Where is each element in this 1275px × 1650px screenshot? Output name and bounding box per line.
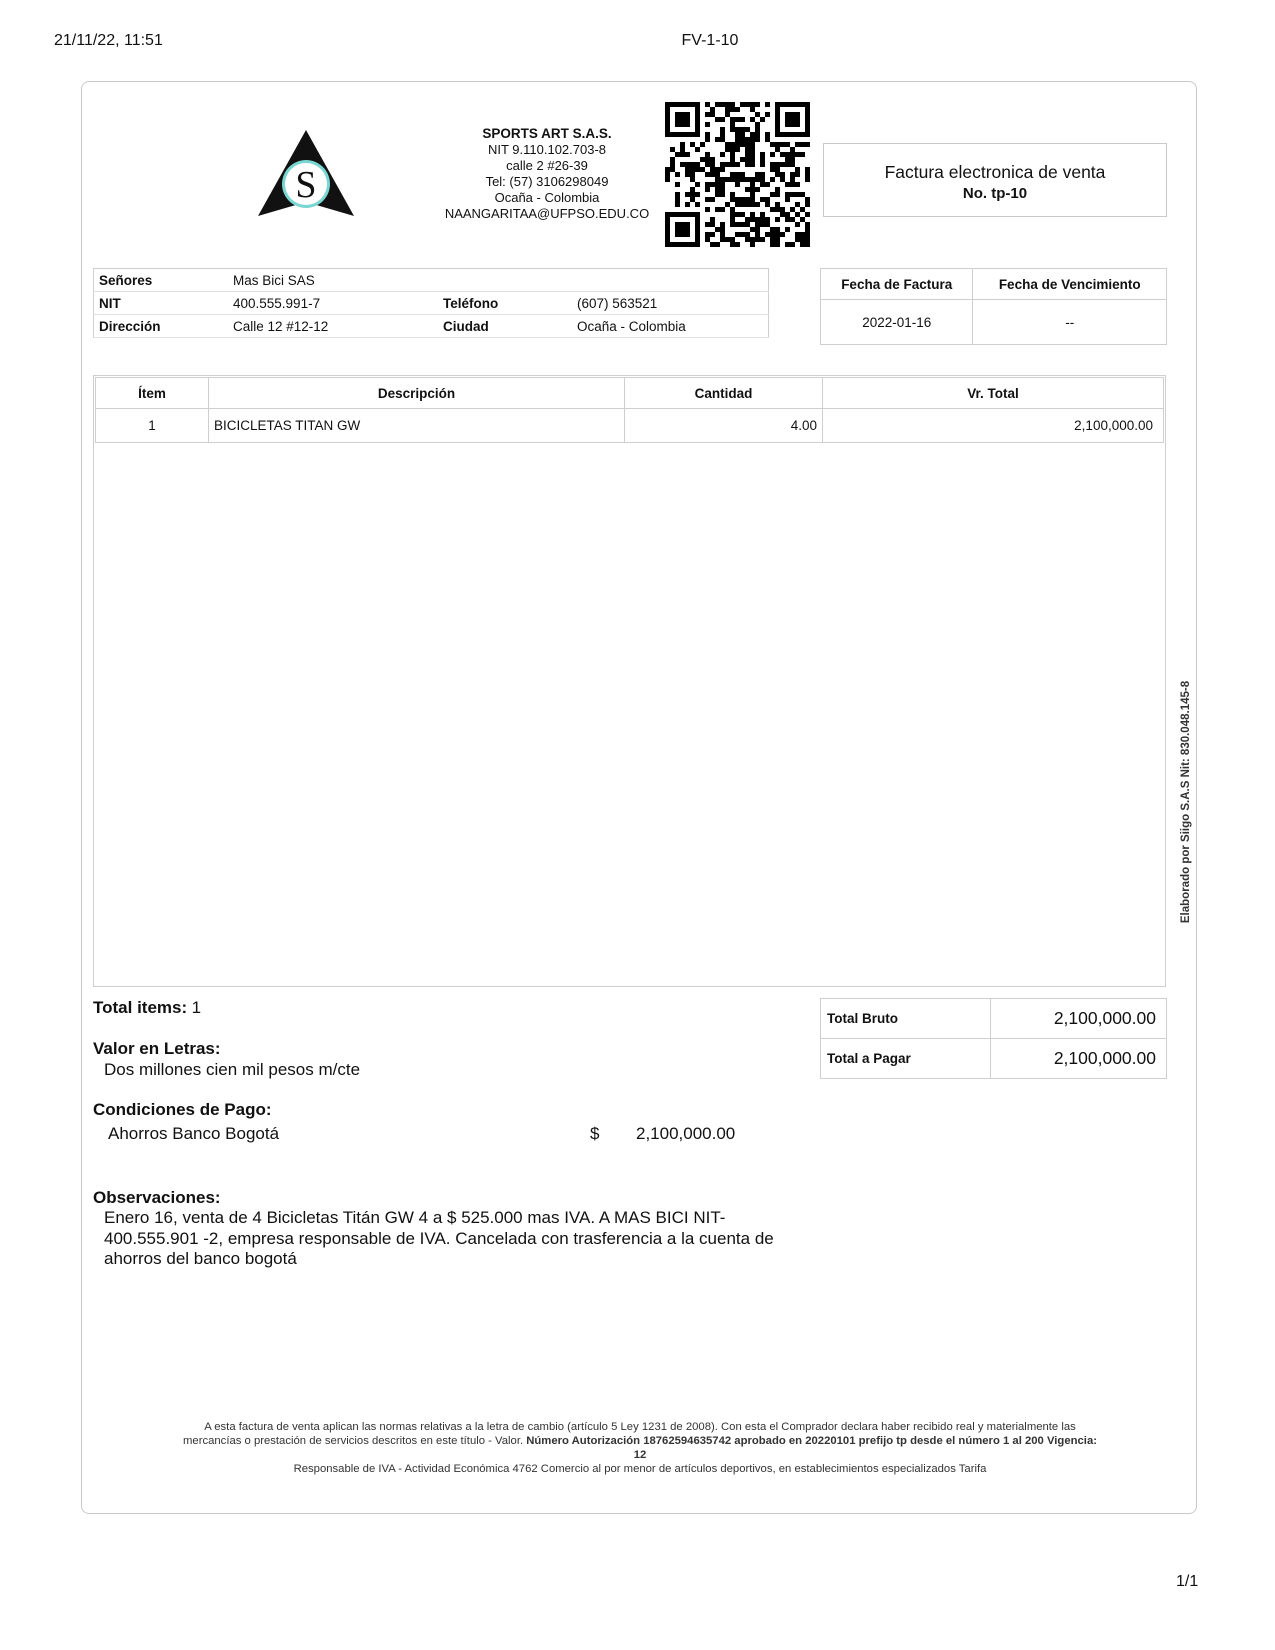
payment-currency: $ <box>590 1124 600 1143</box>
authorization-text: Número Autorización 18762594635742 aprobado en 20220101 prefijo tp desde el número 1 al 200 Vigencia: <box>526 1435 1097 1447</box>
col-item: Ítem <box>96 378 209 409</box>
print-datetime: 21/11/22, 11:51 <box>54 32 163 49</box>
col-vr-total: Vr. Total <box>823 378 1164 409</box>
company-nit: NIT 9.110.102.703-8 <box>487 142 607 157</box>
fecha-vencimiento-label: Fecha de Vencimiento <box>973 269 1167 300</box>
nit-label: NIT <box>94 292 229 315</box>
print-doc-title: FV-1-10 <box>681 32 739 49</box>
total-pagar-label: Total a Pagar <box>821 1039 991 1079</box>
col-cantidad: Cantidad <box>625 378 823 409</box>
item-description: BICICLETAS TITAN GW <box>209 409 625 443</box>
payment-method: Ahorros Banco Bogotá <box>108 1124 280 1143</box>
telefono-value: (607) 563521 <box>572 292 769 315</box>
totals-table <box>820 998 1167 1079</box>
invoice-title-box <box>823 143 1167 217</box>
legal-footer <box>120 1420 1160 1476</box>
legal-line-2-text: mercancías o prestación de servicios descritos en este título - Valor. <box>183 1435 524 1447</box>
customer-table <box>93 268 769 338</box>
print-page-counter: 1/1 <box>1176 1573 1199 1590</box>
valor-letras-value: Dos millones cien mil pesos m/cte <box>104 1060 361 1079</box>
valor-letras-label: Valor en Letras: <box>93 1039 221 1058</box>
total-pagar-value: 2,100,000.00 <box>991 1039 1167 1079</box>
legal-line-1: A esta factura de venta aplican las normas relativas a la letra de cambio (artículo 5 Ley 1231 de 2008). Con esta el Comprador declara haber recibido real y materialmente las <box>204 1421 1076 1433</box>
items-table <box>95 377 1164 443</box>
company-info <box>432 126 662 222</box>
company-phone: Tel: (57) 3106298049 <box>485 174 609 189</box>
total-items <box>93 998 201 1018</box>
col-descripcion: Descripción <box>209 378 625 409</box>
company-address: calle 2 #26-39 <box>506 158 588 173</box>
legal-line-3: 12 <box>633 1449 647 1461</box>
senores-value: Mas Bici SAS <box>228 269 769 292</box>
fecha-factura-label: Fecha de Factura <box>821 269 973 300</box>
company-logo <box>250 128 362 228</box>
legal-line-4: Responsable de IVA - Actividad Económica 4762 Comercio al por menor de artículos deportivos, en establecimientos especializados Tarifa <box>293 1463 987 1475</box>
total-items-value: 1 <box>191 998 202 1017</box>
total-bruto-value: 2,100,000.00 <box>991 999 1167 1039</box>
total-items-label: Total items: <box>93 998 188 1017</box>
direccion-value: Calle 12 #12-12 <box>228 315 438 338</box>
invoice-title: Factura electronica de venta <box>884 162 1106 182</box>
fecha-factura-value: 2022-01-16 <box>821 300 973 345</box>
telefono-label: Teléfono <box>438 292 572 315</box>
qr-code <box>665 102 810 247</box>
fecha-vencimiento-value: -- <box>973 300 1167 345</box>
company-name: SPORTS ART S.A.S. <box>482 126 612 141</box>
item-number: 1 <box>96 409 209 443</box>
total-bruto-label: Total Bruto <box>821 999 991 1039</box>
company-city: Ocaña - Colombia <box>494 190 600 205</box>
observaciones-text <box>104 1208 774 1270</box>
item-total: 2,100,000.00 <box>823 409 1164 443</box>
table-row <box>96 409 1164 443</box>
item-quantity: 4.00 <box>625 409 823 443</box>
direccion-label: Dirección <box>94 315 229 338</box>
side-note: Elaborado por Siigo S.A.S Nit: 830.048.145-8 <box>1180 680 1192 924</box>
condiciones-pago-label: Condiciones de Pago: <box>93 1100 272 1119</box>
observaciones-label: Observaciones: <box>93 1188 221 1207</box>
observaciones-line-2: 400.555.901 -2, empresa responsable de IVA. Cancelada con trasferencia a la cuenta de <box>104 1228 774 1248</box>
payment-amount: 2,100,000.00 <box>636 1124 736 1143</box>
items-box <box>93 375 1166 987</box>
svg-text:S: S <box>295 164 317 206</box>
senores-label: Señores <box>94 269 229 292</box>
dates-table <box>820 268 1167 345</box>
items-header-row <box>96 378 1164 409</box>
observaciones-line-3: ahorros del banco bogotá <box>104 1249 297 1268</box>
invoice-number: No. tp-10 <box>962 185 1028 202</box>
nit-value: 400.555.991-7 <box>228 292 438 315</box>
observaciones-line-1: Enero 16, venta de 4 Bicicletas Titán GW 4 a $ 525.000 mas IVA. A MAS BICI NIT- <box>104 1208 726 1227</box>
legal-line-2 <box>120 1434 1160 1448</box>
ciudad-value: Ocaña - Colombia <box>572 315 769 338</box>
company-email: NAANGARITAA@UFPSO.EDU.CO <box>444 206 650 221</box>
ciudad-label: Ciudad <box>438 315 572 338</box>
